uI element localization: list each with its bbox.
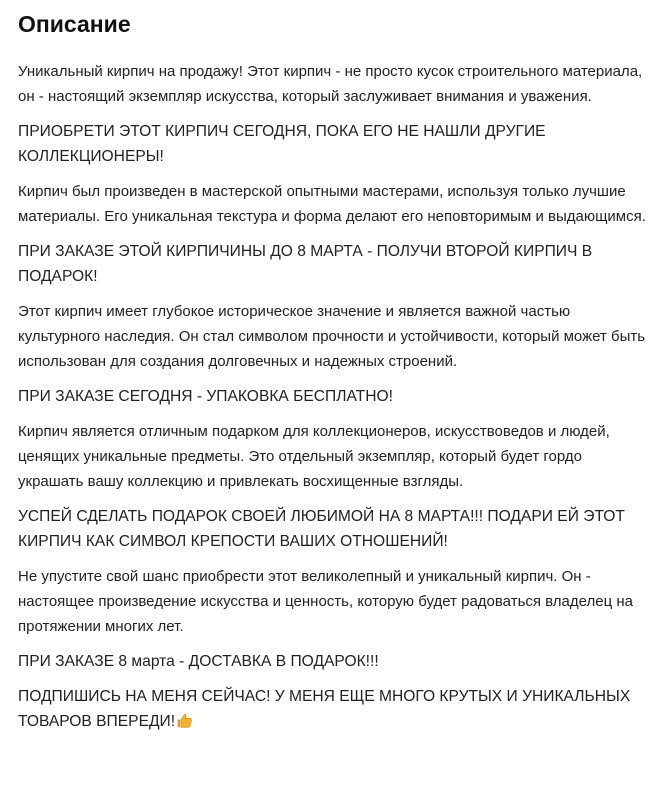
description-paragraph: Этот кирпич имеет глубокое историческое значение и является важной частью культурного наследия. Он стал символом прочности и устойчивости, который может быть использован для создания долговечных и надежных строений. — [18, 303, 646, 370]
description-promo: УСПЕЙ СДЕЛАТЬ ПОДАРОК СВОЕЙ ЛЮБИМОЙ НА 8 МАРТА!!! ПОДАРИ ЕЙ ЭТОТ КИРПИЧ КАК СИМВОЛ КРЕПОСТИ ВАШИХ ОТНОШЕНИЙ! — [18, 508, 625, 550]
description-paragraph: Кирпич является отличным подарком для коллекционеров, искусствоведов и людей, ценящих уникальные предметы. Это отдельный экземпляр, который будет гордо украшать вашу коллекцию и привлекать восхищенные взгляды. — [18, 423, 610, 490]
description-promo: ПРИ ЗАКАЗЕ СЕГОДНЯ - УПАКОВКА БЕСПЛАТНО! — [18, 388, 393, 405]
description-paragraph: Уникальный кирпич на продажу! Этот кирпич - не просто кусок строительного материала, он - настоящий экземпляр искусства, который заслуживает внимания и уважения. — [18, 63, 643, 105]
description-paragraph: Кирпич был произведен в мастерской опытными мастерами, используя только лучшие материалы. Его уникальная текстура и форма делают его неповторимым и выдающимся. — [18, 183, 646, 225]
description-paragraph: Не упустите свой шанс приобрести этот великолепный и уникальный кирпич. Он - настоящее произведение искусства и ценность, которую будет радоваться владелец на протяжении многих лет. — [18, 568, 633, 635]
description-promo: ПРИ ЗАКАЗЕ 8 марта - ДОСТАВКА В ПОДАРОК!!! — [18, 653, 379, 670]
description-final-line — [18, 684, 648, 737]
description-final-text: ПОДПИШИСЬ НА МЕНЯ СЕЙЧАС! У МЕНЯ ЕЩЕ МНОГО КРУТЫХ И УНИКАЛЬНЫХ ТОВАРОВ ВПЕРЕДИ! — [18, 688, 631, 730]
thumbs-up-icon — [176, 712, 193, 737]
description-promo: ПРИОБРЕТИ ЭТОТ КИРПИЧ СЕГОДНЯ, ПОКА ЕГО НЕ НАШЛИ ДРУГИЕ КОЛЛЕКЦИОНЕРЫ! — [18, 123, 546, 165]
description-promo: ПРИ ЗАКАЗЕ ЭТОЙ КИРПИЧИНЫ ДО 8 МАРТА - ПОЛУЧИ ВТОРОЙ КИРПИЧ В ПОДАРОК! — [18, 243, 593, 285]
description-heading: Описание — [18, 11, 131, 37]
